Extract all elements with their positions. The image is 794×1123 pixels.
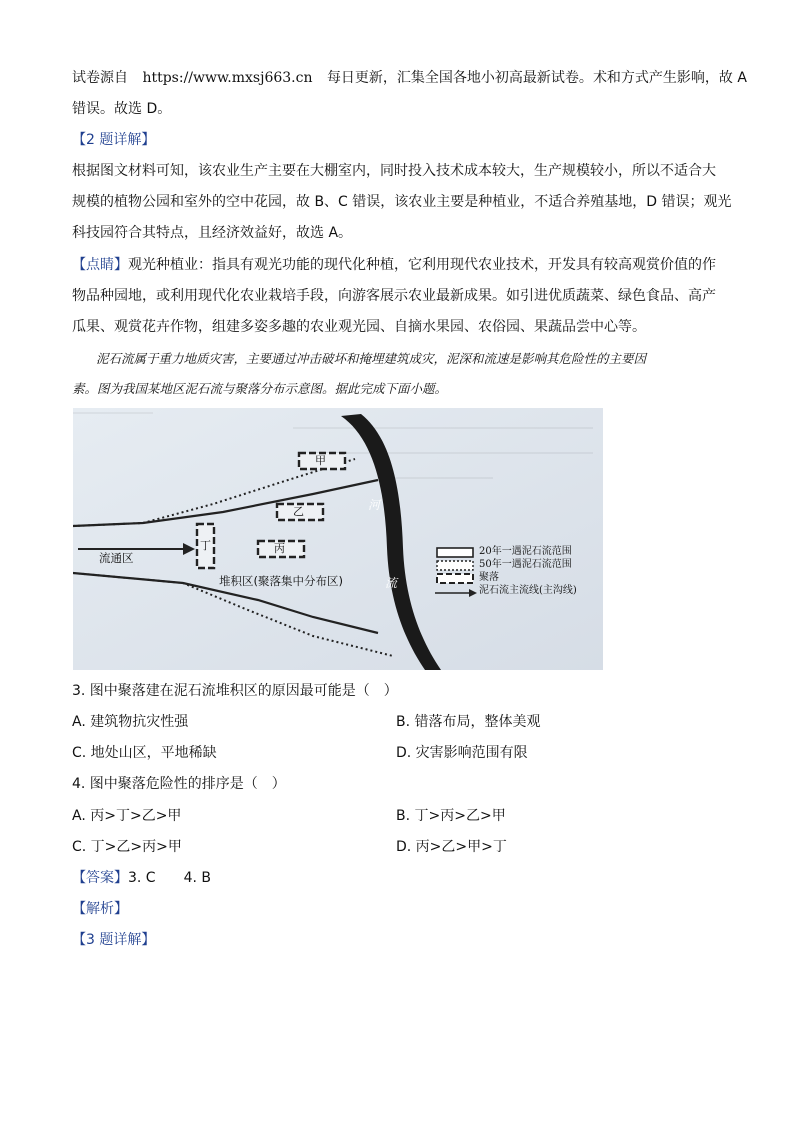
source-slogan: 每日更新，汇集全国各地小初高最新试卷。	[326, 70, 593, 86]
q4-option-a: A. 丙>丁>乙>甲	[72, 808, 182, 824]
legend-label-20yr: 20年一遇泥石流范围	[479, 546, 572, 557]
source-url[interactable]: https://www.mxsj663.cn	[142, 70, 313, 86]
settlement-label-yi: 乙	[293, 505, 304, 518]
q4-option-c: C. 丁>乙>丙>甲	[72, 839, 182, 855]
settlement-label-bing: 丙	[274, 542, 285, 555]
legend-50yr-swatch	[437, 561, 473, 570]
deposit-area-label: 堆积区(聚落集中分布区)	[219, 574, 343, 588]
settlement-label-jia: 甲	[315, 454, 326, 467]
source-label: 试卷源自	[72, 70, 128, 86]
river-label-1: 河	[368, 498, 381, 512]
q3-option-b: B. 错落布局，整体美观	[396, 714, 541, 730]
q3-option-c: C. 地处山区，平地稀缺	[72, 745, 217, 761]
answer-line	[72, 868, 211, 888]
legend-20yr-swatch	[437, 548, 473, 557]
legend-label-flowline: 泥石流主流线(主沟线)	[479, 585, 577, 596]
answer-text: 3. C 4. B	[128, 870, 211, 886]
map-background	[73, 408, 603, 670]
passage-line: 素。图为我国某地区泥石流与聚落分布示意图。据此完成下面小题。	[72, 381, 448, 396]
q4-option-d: D. 丙>乙>甲>丁	[396, 839, 507, 855]
river-label-2: 流	[385, 576, 398, 590]
q3-detail-heading: 【3 题详解】	[72, 932, 156, 948]
map-svg	[73, 408, 603, 670]
text-line: 错误。故选 D。	[72, 101, 172, 117]
passage-line: 泥石流属于重力地质灾害，主要通过冲击破坏和掩埋建筑成灾，泥深和流速是影响其危险性的主要因	[96, 351, 647, 366]
debris-flow-map	[73, 408, 603, 670]
legend-labels	[479, 545, 577, 597]
settlement-label-ding: 丁	[200, 539, 211, 552]
q3-option-a: A. 建筑物抗灾性强	[72, 714, 189, 730]
q4-stem: 4. 图中聚落危险性的排序是（ ）	[72, 776, 286, 792]
flow-area-label: 流通区	[99, 551, 134, 565]
line1-tail: 术和方式产生影响，故 A	[592, 70, 747, 86]
legend-label-50yr: 50年一遇泥石流范围	[479, 559, 572, 570]
q2-para-line: 根据图文材料可知，该农业生产主要在大棚室内，同时投入技术成本较大，生产规模较小，所以不适合大	[72, 163, 716, 179]
q2-heading: 【2 题详解】	[72, 132, 156, 148]
answer-label: 【答案】	[72, 870, 128, 886]
tip-text: 观光种植业：指具有观光功能的现代化种植，它利用现代农业技术，开发具有较高观赏价值的作	[128, 257, 716, 273]
q3-option-d: D. 灾害影响范围有限	[396, 745, 528, 761]
tip-label: 【点睛】	[72, 257, 128, 273]
q2-para-line: 科技园符合其特点，且经济效益好，故选 A。	[72, 225, 353, 241]
q2-para-line: 规模的植物公园和室外的空中花园，故 B、C 错误，该农业主要是种植业，不适合养殖基地，D 错误；观光	[72, 194, 732, 210]
legend-label-settlement: 聚落	[479, 572, 499, 583]
q4-option-b: B. 丁>丙>乙>甲	[396, 808, 506, 824]
header-line	[72, 68, 747, 88]
q3-stem: 3. 图中聚落建在泥石流堆积区的原因最可能是（ ）	[72, 683, 398, 699]
tip-line: 瓜果、观赏花卉作物，组建多姿多趣的农业观光园、自摘水果园、农俗园、果蔬品尝中心等。	[72, 319, 646, 335]
analysis-label: 【解析】	[72, 901, 128, 917]
tip-line: 物品种园地，或利用现代化农业栽培手段，向游客展示农业最新成果。如引进优质蔬菜、绿色食品、高产	[72, 288, 716, 304]
tip-line	[72, 255, 716, 275]
legend-settlement-swatch	[437, 574, 473, 583]
